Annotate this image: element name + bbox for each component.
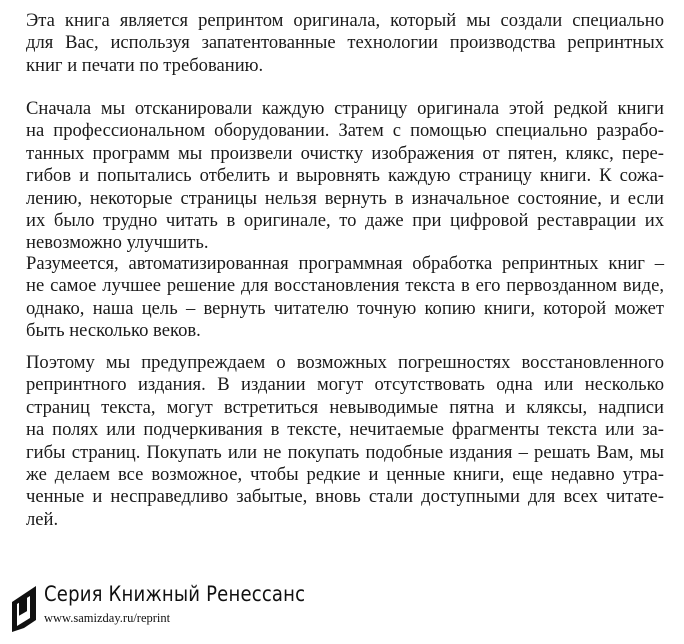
text-line: не самое лучшее решение для восстановления текста в его первозданном виде, bbox=[26, 275, 664, 297]
text-line: Разумеется, автоматизированная программная обработка репринтных книг – bbox=[26, 253, 664, 274]
text-line: Сначала мы отсканировали каждую страницу оригинала этой редкой книги bbox=[26, 98, 664, 119]
publisher-footer bbox=[10, 580, 310, 636]
text-line: быть несколько веков. bbox=[26, 320, 201, 342]
text-line: Эта книга является репринтом оригинала, который мы создали специально bbox=[26, 10, 664, 31]
paragraph-4 bbox=[26, 352, 664, 531]
series-title: Серия Книжный Ренессанс bbox=[44, 582, 306, 606]
text-line: лению, некоторые страницы нельзя вернуть в изначальное состояние, и если bbox=[26, 187, 664, 209]
book-logo-icon bbox=[10, 580, 38, 632]
text-line: книг и печати по требованию. bbox=[26, 54, 264, 76]
text-line: гибов и попытались отбелить и выровнять каждую страницу книги. К сожа- bbox=[26, 165, 664, 187]
text-line: на профессиональном оборудовании. Затем с помощью специально разрабо- bbox=[26, 120, 664, 142]
paragraph-3 bbox=[26, 253, 664, 343]
text-line: гибы страниц. Покупать или не покупать подобные издания – решать Вам, мы bbox=[26, 441, 664, 463]
paragraph-1 bbox=[26, 10, 664, 77]
text-line: однако, наша цель – вернуть читателю точную копию книги, которой может bbox=[26, 297, 664, 319]
text-line: Поэтому мы предупреждаем о возможных погрешностях восстановленного bbox=[26, 352, 664, 373]
text-line: ченные и несправедливо забытые, вновь стали доступными для всех читате- bbox=[26, 486, 664, 508]
text-line: танных программ мы произвели очистку изображения от пятен, клякс, пере- bbox=[26, 142, 664, 164]
text-line: же делаем все возможное, чтобы редкие и ценные книги, еще недавно утра- bbox=[26, 464, 664, 486]
series-url[interactable]: www.samizday.ru/reprint bbox=[44, 611, 171, 625]
text-line: невозможно улучшить. bbox=[26, 232, 209, 254]
text-line: репринтного издания. В издании могут отсутствовать одна или несколько bbox=[26, 374, 664, 396]
text-line: на полях или подчеркивания в тексте, нечитаемые фрагменты текста или за- bbox=[26, 419, 664, 441]
text-line: страниц текста, могут встретиться невыводимые пятна и кляксы, надписи bbox=[26, 396, 664, 418]
text-line: лей. bbox=[26, 508, 59, 530]
text-line: для Вас, используя запатентованные технологии производства репринтных bbox=[26, 32, 664, 54]
text-line: их было трудно читать в оригинале, то даже при цифровой реставрации их bbox=[26, 210, 664, 232]
paragraph-2 bbox=[26, 98, 664, 255]
